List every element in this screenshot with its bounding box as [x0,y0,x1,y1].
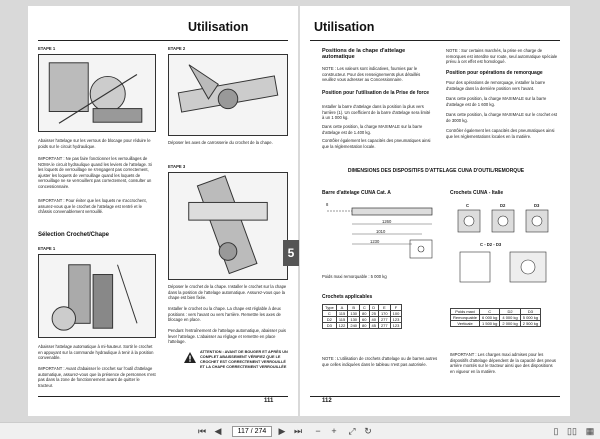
paragraph: Installer le crochet ou la chape. La chape est réglable à deux positions : vers l'avant ou vers l'arrière. Remettre les axes de blocage en place. [168,306,281,323]
load-table-header-cell: C [480,309,500,315]
hooks-table-cell: D2 [323,317,337,323]
right-page-title: Utilisation [314,20,375,34]
dimension-label: 1230 [370,239,380,244]
left-page-title: Utilisation [188,20,249,34]
figure-selection [38,254,156,338]
hooks-table-row [323,323,402,329]
hooks-table-header-cell: E [378,305,390,311]
zoom-in-icon[interactable]: + [331,426,337,436]
hooks-table-cell: 80 [360,311,369,317]
important-note: IMPORTANT : Les charges maxi admises pour les dispositifs d'attelage dépendent de la capacité des pneus arrière montés sur le tracteur ainsi que des dispositions en vigueur en la matière. [450,352,557,374]
single-page-view-icon[interactable]: ▯ [553,426,559,436]
hooks-table-header-cell: Type [323,305,337,311]
page-number: 111 [264,398,274,404]
hook-label: C [466,203,470,208]
hooks-table [322,304,402,329]
hooks-table-cell: 45 [369,323,378,329]
load-table-header-cell: D2 [500,309,520,315]
hooks-table-cell: 130 [348,311,360,317]
hooks-table-cell: D3 [323,323,337,329]
hooks-heading: Crochets CUNA - Italie [450,190,504,196]
paragraph: Dans cette position, la charge MAXIMALE sur le crochet est de 3000 kg. [446,112,558,123]
paragraph: Pour des opérations de remorquage, installer la barre d'attelage dans la dernière position vers l'avant. [446,80,546,91]
note: NOTE : Les valeurs sont indicatives, fournies par le constructeur. Pour des renseignements plus détaillés veuillez vous adresser au Concessionnaire. [322,66,421,83]
hooks-table-header-cell: A [336,305,348,311]
hooks-table-cell: 60 [360,317,369,323]
hook-label: D2 [500,203,506,208]
dimension-label: 1260 [382,219,392,224]
hooks-table-heading: Crochets applicables [322,294,373,300]
warning-text: ATTENTION : AVANT DE BOUGER ET APRÈS UN COMPLET ABAISSEMENT VÉRIFIEZ QUE LE CROCHET EST CORRECTEMENT VERROUILLÉ ET LA CHAPE CORRECTEMENT VERROUILLÉE [200,350,288,369]
paragraph: IMPORTANT : Ne pas faire fonctionner les verrouillages de NOMA le circuit hydraulique quand les leviers de l'attelage. Si les loquets de verrouillage ne s'engagent pas correctement, ajuster les loquets de verrouillage quand les loquets de verrouillage ne se verrouillent pas correctement, consulter un concessionnaire. [38,156,152,189]
load-table-cell: 4 000 kg [500,315,520,321]
two-page-view-icon[interactable]: ▯▯ [567,426,577,436]
footer-rule [310,396,560,397]
paragraph: Abaisser l'attelage automatique à mi-hauteur. Sortir le crochet en appuyant sur la commande hydraulique à tenir à la position convenable. [38,344,154,361]
paragraph: Contrôler également les capacités des pneumatiques ainsi que la réglementation locale. [322,138,431,149]
hooks-table-cell: 240 [348,323,360,329]
max-load-note: Poids maxi remorquable : 5 000 kg [322,274,387,279]
hooks-table-cell: 40 [369,317,378,323]
grid-view-icon[interactable]: ▦ [585,426,595,436]
hooks-table-header-cell: C [360,305,369,311]
paragraph: IMPORTANT : Avant d'abaisser le crochet sur l'outil d'attelage automatique, assurez-vous que la présence de personnes n'est pas dans la zone de fonctionnement avant de quitter le tracteur. [38,366,156,388]
hooks-table-cell: 25 [369,311,378,317]
rotate-icon[interactable]: ↻ [364,426,372,436]
load-table-cell: 6 000 kg [480,315,500,321]
load-table-cell: 2 500 kg [520,321,540,327]
footer-rule [38,396,288,397]
step-label: ETAPE 2 [168,46,186,51]
section-heading: Position pour opérations de remorquage [446,70,543,76]
warning-icon [184,350,196,361]
load-table-cell: Verticale [451,321,480,327]
pdf-toolbar [0,422,600,439]
hooks-diagram [450,200,558,296]
prev-page-icon[interactable]: ◀ [214,426,222,436]
figure-step2 [168,54,288,136]
zoom-out-icon[interactable]: − [315,426,321,436]
load-table-header-cell: D3 [520,309,540,315]
hooks-table-cell: 100 [390,311,402,317]
hooks-table-cell: 122 [336,323,348,329]
hooks-table-header-cell: B [348,305,360,311]
paragraph: Dans cette position, la charge MAXIMALE sur la barre d'attelage est de 1.400 kg. [322,124,423,135]
page-number: 112 [322,398,332,404]
figure-step3 [168,172,288,280]
fit-page-icon[interactable]: ⤢ [348,426,356,436]
header-rule [38,40,288,41]
hook-label: C - D2 - D3 [480,242,502,247]
step-label: ETAPE 1 [38,46,56,51]
hooks-table-cell: 277 [378,323,390,329]
load-table-cell: 5 000 kg [520,315,540,321]
section-heading: Positions de la chape d'attelage automatique [322,48,406,60]
hooks-table-header-cell: D [369,305,378,311]
section-heading: Position pour l'utilisation de la Prise de force [322,90,430,96]
left-page [28,6,298,416]
hooks-table-cell: 170 [378,311,390,317]
hooks-table-cell: 123 [390,317,402,323]
step-label: ETAPE 1 [38,246,56,251]
load-table [450,308,541,327]
load-table-row [451,321,541,327]
next-page-icon[interactable]: ▶ [278,426,286,436]
drawbar-heading: Barre d'attelage CUNA Cat. A [322,190,391,196]
header-rule [310,40,560,41]
hooks-table-cell: C [323,311,337,317]
hooks-table-cell: 115 [336,317,348,323]
last-page-icon[interactable]: ⏭ [293,426,303,436]
dimension-label: 1010 [376,229,386,234]
figure-caption: Déposer les axes de carrosserie du crochet de la chape. [168,140,273,145]
hooks-table-cell: 123 [390,323,402,329]
dimensions-heading: DIMENSIONS DES DISPOSITIFS D'ATTELAGE CUNA D'OUTIL/REMORQUE [347,168,525,174]
note: NOTE : L'utilisation de crochets d'attelage ou de barres autres que celles indiquées dans le tableau n'est pas autorisée. [322,356,438,367]
paragraph: Installer la barre d'attelage dans la position la plus vers l'arrière (1). Un coefficient de la barre d'attelage sera limité à un 1 000 kg. [322,104,431,121]
paragraph: Abaisser l'attelage sur les verrous de blocage pour réduire le poids sur le circuit hydraulique. [38,138,151,149]
hooks-table-cell: 277 [378,317,390,323]
right-page [300,6,570,416]
paragraph: Pendant l'entraînement de l'attelage automatique, abaisser puis lever l'attelage. L'abaisser au réglage et remettre en place l'attelage. [168,328,286,345]
hooks-table-cell: 130 [348,317,360,323]
hooks-table-header-cell: F [390,305,402,311]
note: NOTE : Sur certains marchés, la prise en charge de remorques est interdite sur route, seul automatique spéciale prévu à cet effet est homologué. [446,48,558,65]
step-label: ETAPE 3 [168,164,186,169]
hook-label: D3 [534,203,540,208]
hooks-table-cell: 80 [360,323,369,329]
chapter-tab: 5 [283,240,299,266]
paragraph: Déposer le crochet de la chape. Installer le crochet sur la chape dans la position de l'attelage automatique. Assurez-vous que la chape est bien fixée. [168,284,287,301]
load-table-row [451,315,541,321]
page-number-input[interactable] [232,426,272,437]
section-heading: Sélection Crochet/Chape [38,232,110,238]
dimension-label: 8 [326,202,329,207]
first-page-icon[interactable]: ⏮ [197,426,207,436]
load-table-cell: 1 500 kg [480,321,500,327]
load-table-cell: Remorquable [451,315,480,321]
paragraph: IMPORTANT : Pour éviter que les loquets ne s'accrochent, assurez-vous que le crochet de l'attelage est rentré et le châssis convenablement verrouillé. [38,198,147,215]
load-table-header-cell: Poids maxi [451,309,480,315]
paragraph: Dans cette position, la charge MAXIMALE sur la barre d'attelage est de 1 600 kg. [446,96,547,107]
paragraph: Contrôler également les capacités des pneumatiques ainsi que les réglementations locales en la matière. [446,128,555,139]
load-table-cell: 2 000 kg [500,321,520,327]
figure-step1 [38,54,156,132]
drawbar-diagram [322,200,440,264]
hooks-table-cell: 115 [336,311,348,317]
